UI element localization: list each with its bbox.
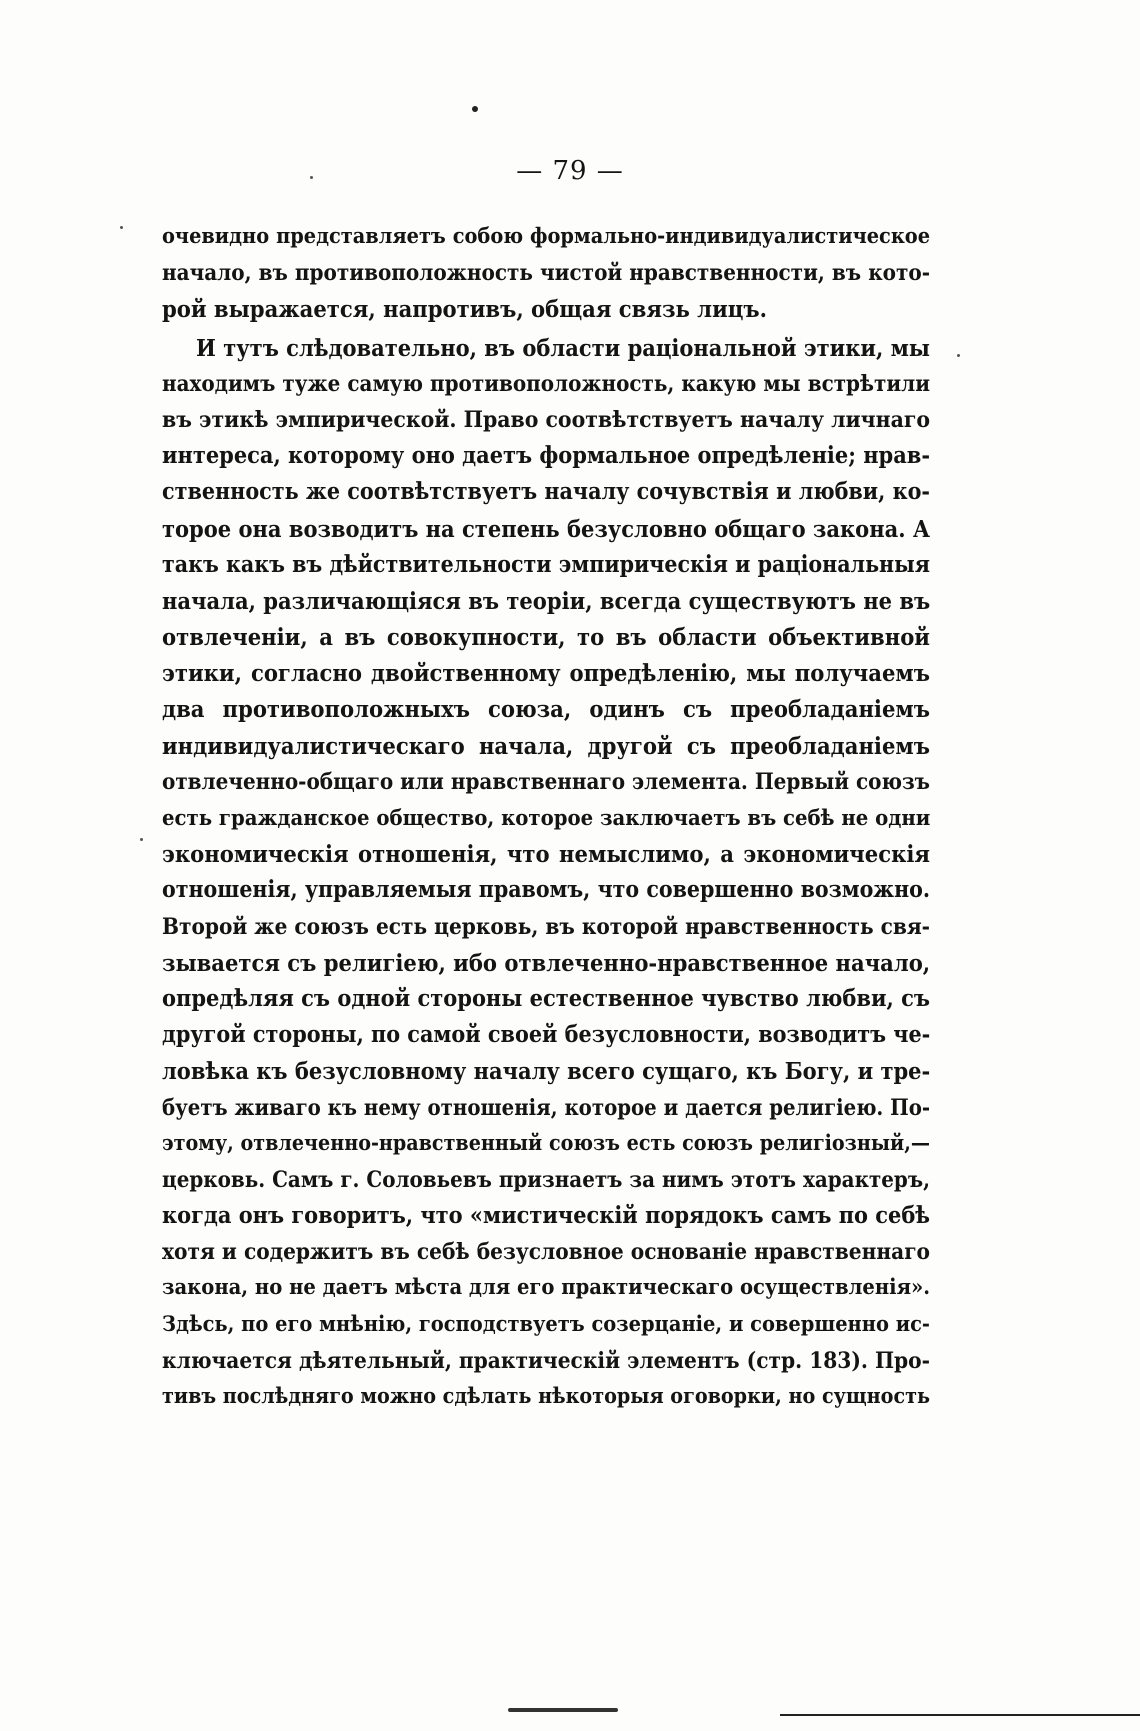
ink-speck (140, 838, 143, 841)
text-line: начало, въ противоположность чистой нравственности, въ кото- (162, 260, 930, 287)
text-line: интереса, которому оно даетъ формальное опредѣленіе; нрав- (162, 442, 930, 470)
text-line: закона, но не даетъ мѣста для его практическаго осуществленія». (162, 1275, 930, 1301)
text-line: экономическія отношенія, что немыслимо, а экономическія (162, 840, 930, 869)
text-line: очевидно представляетъ собою формально-индивидуалистическое (162, 224, 930, 249)
text-line: другой стороны, по самой своей безусловности, возводитъ че- (162, 1021, 930, 1049)
text-line: хотя и содержитъ въ себѣ безусловное основаніе нравственнаго (162, 1239, 930, 1266)
text-line: находимъ туже самую противоположность, какую мы встрѣтили (162, 370, 930, 397)
text-line: когда онъ говоритъ, что «мистическій порядокъ самъ по себѣ (162, 1202, 930, 1230)
page-number: — 79 — (516, 156, 624, 186)
text-line: Второй же союзъ есть церковь, въ которой нравственность свя- (162, 913, 930, 940)
text-line: ственность же соотвѣтствуетъ началу сочувствія и любви, ко- (162, 478, 930, 506)
paragraph-2 (162, 330, 930, 1416)
text-line: опредѣляя съ одной стороны естественное чувство любви, съ (162, 984, 930, 1012)
ink-dot (472, 106, 478, 112)
text-line: буетъ живаго къ нему отношенія, которое и дается религіею. По- (162, 1094, 930, 1121)
body-text (162, 219, 930, 1415)
paragraph-1 (162, 219, 930, 328)
text-line: есть гражданское общество, которое заключаетъ въ себѣ не одни (162, 805, 930, 831)
text-line: ловѣка къ безусловному началу всего сущаго, къ Богу, и тре- (162, 1057, 930, 1086)
text-line: такъ какъ въ дѣйствительности эмпирическія и раціональныя (162, 550, 930, 578)
text-line: въ этикѣ эмпирической. Право соотвѣтствуетъ началу личнаго (162, 406, 930, 433)
text-line: этики, согласно двойственному опредѣленію, мы получаемъ (162, 659, 930, 688)
ink-speck (120, 226, 123, 229)
text-line: тивъ послѣдняго можно сдѣлать нѣкоторыя оговорки, но сущность (162, 1384, 930, 1409)
ink-speck (310, 176, 313, 179)
text-line: отвлеченіи, а въ совокупности, то въ области объективной (162, 623, 930, 652)
text-line: два противоположныхъ союза, одинъ съ преобладаніемъ (162, 695, 930, 724)
text-line: отвлеченно-общаго или нравственнаго элемента. Первый союзъ (162, 768, 930, 795)
text-line: ключается дѣятельный, практическій элементъ (стр. 183). Про- (162, 1347, 930, 1374)
text-line: церковь. Самъ г. Соловьевъ признаетъ за нимъ этотъ характеръ, (162, 1166, 930, 1193)
text-line: индивидуалистическаго начала, другой съ преобладаніемъ (162, 731, 930, 760)
text-line: рой выражается, напротивъ, общая связь лицъ. (162, 295, 767, 324)
text-line: отношенія, управляемыя правомъ, что совершенно возможно. (162, 877, 930, 904)
ink-smudge (508, 1708, 618, 1712)
text-line: зывается съ религіею, ибо отвлеченно-нравственное начало, (162, 948, 930, 977)
text-line: Здѣсь, по его мнѣнію, господствуетъ созерцаніе, и совершенно ис- (162, 1311, 930, 1337)
text-line: этому, отвлеченно-нравственный союзъ есть союзъ религіозный,— (162, 1130, 930, 1156)
bottom-rule (780, 1714, 1140, 1716)
text-line: торое она возводитъ на степень безусловно общаго закона. А (162, 514, 930, 543)
ink-speck (957, 354, 960, 357)
text-line: начала, различающіяся въ теоріи, всегда существуютъ не въ (162, 586, 930, 615)
text-line: И тутъ слѣдовательно, въ области раціональной этики, мы (196, 333, 930, 362)
